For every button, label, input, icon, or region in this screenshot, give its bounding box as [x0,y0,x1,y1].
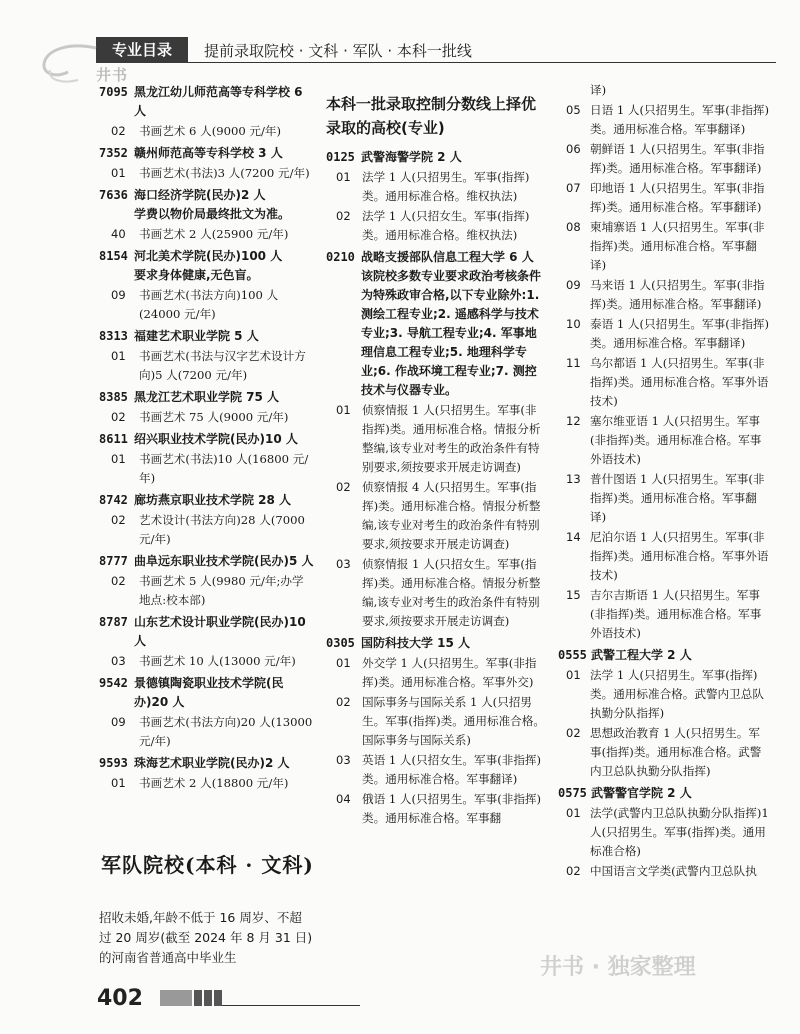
major-entry [558,528,770,585]
major-entry [99,713,314,751]
major-code: 07 [566,181,581,195]
major-text: 书画艺术 2 人(25900 元/年) [139,227,289,241]
major-code: 03 [336,753,351,767]
major-entry [326,751,548,789]
institution-entry [99,144,314,163]
major-text: 法学 1 人(只招男生。军事(指挥)类。通用标准合格。维权执法) [362,170,530,203]
institution-name: 绍兴职业技术学院(民办)10 人 [134,432,298,446]
major-entry [99,164,314,183]
institution-code: 0210 [326,250,355,264]
major-code: 03 [111,654,126,668]
major-code: 01 [111,452,126,466]
institution-name: 珠海艺术职业学院(民办)2 人 [134,756,290,770]
institution-name: 黑龙江艺术职业学院 75 人 [134,390,280,404]
major-text: 朝鲜语 1 人(只招男生。军事(非指挥)类。通用标准合格。军事翻译) [590,142,765,175]
institution-note: 要求身体健康,无色盲。 [134,268,259,282]
column-left [99,80,314,968]
major-entry [99,225,314,244]
major-text: 乌尔都语 1 人(只招男生。军事(非指挥)类。通用标准合格。军事外语技术) [590,356,769,408]
institution-entry [326,148,548,167]
major-code: 13 [566,472,581,486]
major-entry [99,286,314,324]
institution-entry [99,247,314,285]
institution-entry [99,327,314,346]
major-code: 01 [111,776,126,790]
major-entry [558,101,770,139]
major-text: 书画艺术 2 人(18800 元/年) [139,776,289,790]
institution-entry [99,674,314,712]
institution-entry [558,646,770,665]
major-code: 09 [111,715,126,729]
major-code: 09 [111,288,126,302]
major-code: 01 [336,170,351,184]
major-entry [558,315,770,353]
institution-name: 河北美术学院(民办)100 人 [134,249,283,263]
section-title-military: 军队院校(本科 · 文科) [101,853,314,877]
major-text: 侦察情报 1 人(只招男生。军事(非指挥)类。通用标准合格。情报分析整编,该专业对考生的政治条件有特别要求,须按要求开展走访调查) [362,403,541,474]
major-text: 普什图语 1 人(只招男生。军事(非指挥)类。通用标准合格。军事翻译) [590,472,765,524]
institution-entry [99,552,314,571]
institution-entry [558,784,770,803]
major-entry [326,790,548,828]
major-entry [558,179,770,217]
institution-code: 8313 [99,329,128,343]
major-code: 02 [111,124,126,138]
major-code: 05 [566,103,581,117]
institution-code: 9542 [99,676,128,690]
header-title: 提前录取院校 · 文科 · 军队 · 本科一批线 [204,42,472,60]
major-text: 塞尔维亚语 1 人(只招男生。军事(非指挥)类。通用标准合格。军事外语技术) [590,414,762,466]
major-entry [99,572,314,610]
major-entry [558,276,770,314]
institution-name: 武警警官学院 2 人 [591,786,692,800]
major-text: 外交学 1 人(只招男生。军事(非指挥)类。通用标准合格。军事外交) [362,656,537,689]
institution-entry [99,430,314,449]
column-middle [326,80,548,828]
institution-code: 7095 [99,85,128,99]
major-text: 书画艺术(书法方向)100 人(24000 元/年) [139,288,279,321]
major-code: 02 [111,410,126,424]
institution-entry [326,634,548,653]
major-text: 侦察情报 4 人(只招男生。军事(指挥)类。通用标准合格。情报分析整编,该专业对考生的政治条件有特别要求,须按要求开展走访调查) [362,480,541,551]
major-code: 10 [566,317,581,331]
major-text: 日语 1 人(只招男生。军事(非指挥)类。通用标准合格。军事翻译) [590,103,770,136]
major-entry [99,511,314,549]
major-text: 法学(武警内卫总队执勤分队指挥)1 人(只招男生。军事(指挥)类。通用标准合格) [590,806,769,858]
major-text: 中国语言文学类(武警内卫总队执 [590,864,757,878]
section-title-first-tier: 本科一批录取控制分数线上择优录取的高校(专业) [326,95,537,137]
major-entry [326,401,548,477]
institution-name: 国防科技大学 15 人 [361,636,471,650]
institution-code: 8787 [99,615,128,629]
major-code: 40 [111,227,126,241]
major-code: 14 [566,530,581,544]
major-entry [558,586,770,643]
institution-code: 0305 [326,636,355,650]
major-text: 国际事务与国际关系 1 人(只招男生。军事(指挥)类。通用标准合格。国际事务与国际关系) [362,695,545,747]
institution-note: 该院校多数专业要求政治考核条件为特殊政审合格,以下专业除外:1. 测绘工程专业;2. 遥感科学与技术专业;3. 导航工程专业;4. 军事地理信息工程专业;5. 地理科学专业;6. 作战环境工程专业;7. 测控技术与仪器专业。 [361,269,542,397]
footer-watermark: 井书 · 独家整理 [540,955,696,980]
major-text: 尼泊尔语 1 人(只招男生。军事(非指挥)类。通用标准合格。军事外语技术) [590,530,769,582]
major-entry [326,654,548,692]
major-entry [99,122,314,141]
institution-note: 学费以物价局最终批文为准。 [134,207,291,221]
institution-name: 海口经济学院(民办)2 人 [134,188,266,202]
major-code: 15 [566,588,581,602]
page-number: 402 [97,986,143,1011]
major-text: 书画艺术 6 人(9000 元/年) [139,124,282,138]
major-code: 03 [336,557,351,571]
major-code: 02 [111,513,126,527]
major-continuation: 译) [590,83,607,97]
institution-code: 0555 [558,648,587,662]
major-entry [558,470,770,527]
major-code: 01 [336,656,351,670]
major-text: 书画艺术 75 人(9000 元/年) [139,410,289,424]
institution-code: 0575 [558,786,587,800]
major-entry [99,347,314,385]
institution-code: 8742 [99,493,128,507]
institution-name: 山东艺术设计职业学院(民办)10 人 [134,615,306,648]
institution-name: 黑龙江幼儿师范高等专科学校 6 人 [134,85,303,118]
major-code: 08 [566,220,581,234]
institution-entry [99,186,314,224]
institution-entry [99,491,314,510]
institution-name: 武警工程大学 2 人 [591,648,692,662]
major-entry [558,862,770,881]
major-text: 泰语 1 人(只招男生。军事(非指挥)类。通用标准合格。军事翻译) [590,317,770,350]
major-text: 书画艺术 5 人(9980 元/年;办学地点:校本部) [139,574,304,607]
major-text: 书画艺术(书法与汉字艺术设计方向)5 人(7200 元/年) [139,349,306,382]
institution-name: 廊坊燕京职业技术学院 28 人 [134,493,292,507]
major-text: 马来语 1 人(只招男生。军事(非指挥)类。通用标准合格。军事翻译) [590,278,765,311]
major-text: 思想政治教育 1 人(只招男生。军事(指挥)类。通用标准合格。武警内卫总队执勤分队指挥) [590,726,762,778]
institution-code: 7636 [99,188,128,202]
institution-name: 景德镇陶瓷职业技术学院(民办)20 人 [134,676,284,709]
major-entry [558,724,770,781]
major-text: 书画艺术(书法)3 人(7200 元/年) [139,166,310,180]
major-entry [326,555,548,631]
major-text: 书画艺术(书法方向)20 人(13000 元/年) [139,715,313,748]
major-code: 06 [566,142,581,156]
institution-code: 8611 [99,432,128,446]
institution-entry [326,248,548,400]
institution-entry [99,83,314,121]
column-right [558,80,770,881]
institution-name: 福建艺术职业学院 5 人 [134,329,259,343]
institution-name: 武警海警学院 2 人 [361,150,462,164]
major-text: 艺术设计(书法方向)28 人(7000 元/年) [139,513,305,546]
institution-code: 7352 [99,146,128,160]
institution-code: 0125 [326,150,355,164]
major-entry [326,478,548,554]
major-entry [558,218,770,275]
page-bar-decoration [160,990,360,1006]
major-entry [558,412,770,469]
major-text: 印地语 1 人(只招男生。军事(非指挥)类。通用标准合格。军事翻译) [590,181,765,214]
header-deco: 井书 [96,66,129,84]
swirl-decoration-icon [38,40,98,84]
institution-entry [99,754,314,773]
section-intro: 招收未婚,年龄不低于 16 周岁、不超过 20 周岁(截至 2024 年 8 月 31 日)的河南省普通高中毕业生 [99,910,313,965]
major-text: 侦察情报 1 人(只招女生。军事(指挥)类。通用标准合格。情报分析整编,该专业对考生的政治条件有特别要求,须按要求开展走访调查) [362,557,541,628]
institution-code: 8154 [99,249,128,263]
major-text: 英语 1 人(只招女生。军事(非指挥)类。通用标准合格。军事翻译) [362,753,542,786]
major-entry [558,804,770,861]
major-code: 09 [566,278,581,292]
institution-code: 9593 [99,756,128,770]
major-text: 书画艺术(书法)10 人(16800 元/年) [139,452,309,485]
major-code: 01 [566,668,581,682]
institution-name: 曲阜远东职业技术学院(民办)5 人 [134,554,314,568]
major-entry [558,354,770,411]
major-entry [326,693,548,750]
major-entry [99,652,314,671]
major-code: 11 [566,356,581,370]
major-text: 吉尔吉斯语 1 人(只招男生。军事(非指挥)类。通用标准合格。军事外语技术) [590,588,762,640]
major-entry [99,774,314,793]
major-text: 法学 1 人(只招男生。军事(指挥)类。通用标准合格。武警内卫总队执勤分队指挥) [590,668,764,720]
major-entry [558,140,770,178]
major-entry [326,168,548,206]
major-text: 俄语 1 人(只招男生。军事(非指挥)类。通用标准合格。军事翻 [362,792,542,825]
major-code: 01 [566,806,581,820]
page-header [96,37,776,63]
major-code: 04 [336,792,351,806]
major-text: 法学 1 人(只招女生。军事(指挥)类。通用标准合格。维权执法) [362,209,530,242]
section-tab: 专业目录 [96,37,188,63]
major-entry [558,666,770,723]
institution-code: 8777 [99,554,128,568]
institution-name: 赣州师范高等专科学校 3 人 [134,146,283,160]
major-code: 01 [336,403,351,417]
major-code: 02 [111,574,126,588]
institution-entry [99,613,314,651]
major-text: 柬埔寨语 1 人(只招男生。军事(非指挥)类。通用标准合格。军事翻译) [590,220,765,272]
major-code: 02 [566,726,581,740]
header-rule [188,62,776,63]
institution-name: 战略支援部队信息工程大学 6 人 [361,250,534,264]
major-code: 02 [336,209,351,223]
major-code: 01 [111,166,126,180]
major-code: 02 [566,864,581,878]
major-code: 02 [336,480,351,494]
institution-entry [99,388,314,407]
major-code: 02 [336,695,351,709]
major-text: 书画艺术 10 人(13000 元/年) [139,654,296,668]
institution-code: 8385 [99,390,128,404]
major-entry [99,450,314,488]
major-code: 12 [566,414,581,428]
major-code: 01 [111,349,126,363]
major-entry [326,207,548,245]
major-entry [99,408,314,427]
